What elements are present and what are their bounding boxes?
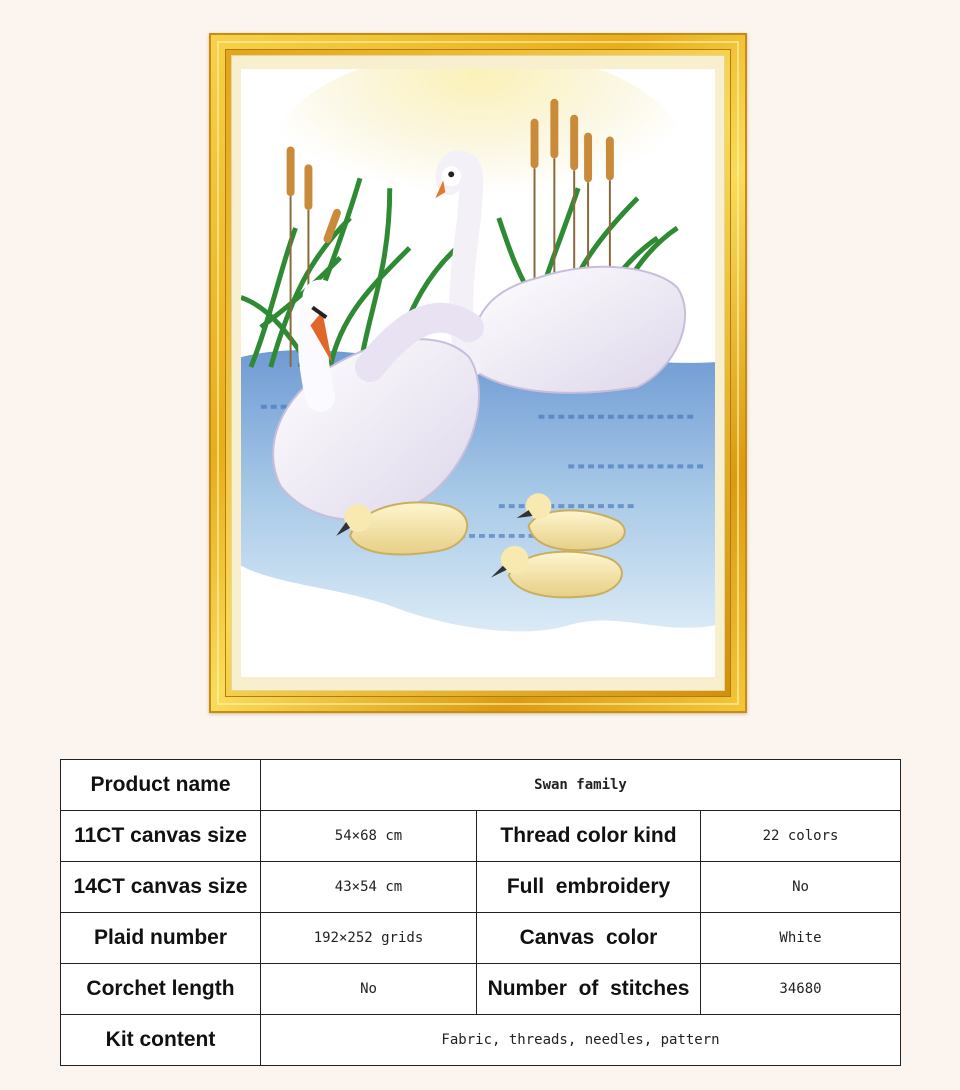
table-row-11ct	[61, 811, 901, 862]
canvas-color-value: White	[701, 913, 901, 964]
plaid-number-value: 192×252 grids	[261, 913, 477, 964]
thread-color-label: Thread color kind	[477, 811, 701, 862]
ct14-size-value: 43×54 cm	[261, 862, 477, 913]
table-row-14ct	[61, 862, 901, 913]
corchet-length-label: Corchet length	[61, 964, 261, 1015]
table-row-corchet	[61, 964, 901, 1015]
swan-family-artwork	[241, 69, 715, 677]
ct11-size-value: 54×68 cm	[261, 811, 477, 862]
stitches-label: Number of stitches	[477, 964, 701, 1015]
full-embroidery-label: Full embroidery	[477, 862, 701, 913]
thread-color-value: 22 colors	[701, 811, 901, 862]
table-row-kit	[61, 1015, 901, 1066]
table-row-plaid	[61, 913, 901, 964]
kit-content-label: Kit content	[61, 1015, 261, 1066]
full-embroidery-value: No	[701, 862, 901, 913]
swan-family-cross-stitch-icon	[241, 69, 715, 677]
canvas-color-label: Canvas color	[477, 913, 701, 964]
corchet-length-value: No	[261, 964, 477, 1015]
table-row-product-name	[61, 760, 901, 811]
gold-picture-frame	[209, 33, 747, 713]
product-name-label: Product name	[61, 760, 261, 811]
product-name-value: Swan family	[261, 760, 901, 811]
stitches-value: 34680	[701, 964, 901, 1015]
spec-table	[60, 759, 901, 1066]
ct14-size-label: 14CT canvas size	[61, 862, 261, 913]
plaid-number-label: Plaid number	[61, 913, 261, 964]
ct11-size-label: 11CT canvas size	[61, 811, 261, 862]
kit-content-value: Fabric, threads, needles, pattern	[261, 1015, 901, 1066]
